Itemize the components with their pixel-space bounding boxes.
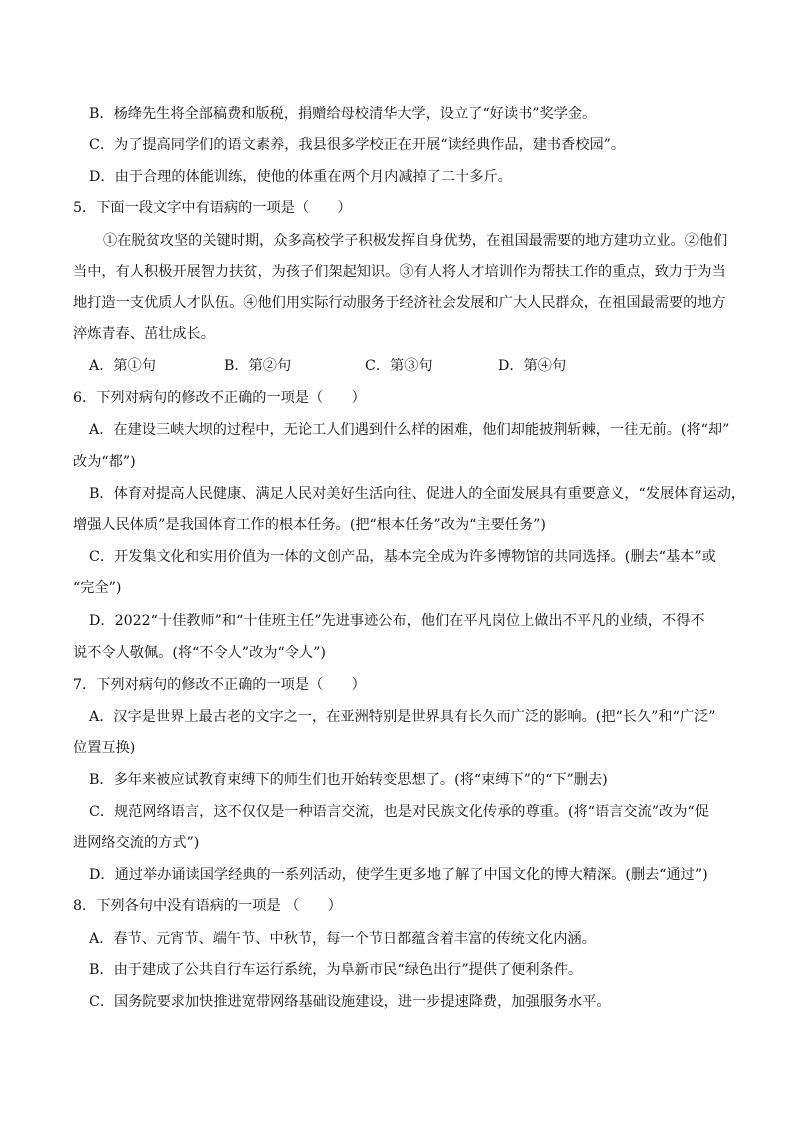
q7-option-b: B．多年来被应试教育束缚下的师生们也开始转变思想了。(将“束缚下”的“下”删去) — [89, 772, 608, 788]
q8-stem: 8．下列各句中没有语病的一项是 （ ） — [73, 898, 342, 914]
q5-choice-d: D．第④句 — [498, 358, 567, 374]
q6-option-a-line-2: 改为“都”) — [73, 454, 136, 470]
q5-passage-line-3: 地打造一支优质人才队伍。④他们用实际行动服务于经济社会发展和广大人民群众，在祖国最需要的地方 — [73, 295, 726, 311]
q6-option-d-line-1: D．2022“十佳教师”和“十佳班主任”先进事迹公布，他们在平凡岗位上做出不平凡的业绩，不得不 — [89, 613, 705, 629]
q4-option-d: D．由于合理的体能训练，使他的体重在两个月内减掉了二十多斤。 — [89, 169, 512, 185]
q4-option-c: C．为了提高同学们的语文素养，我县很多学校正在开展“读经典作品，建书香校园”。 — [89, 137, 626, 153]
q6-option-c-line-1: C．开发集文化和实用价值为一体的文创产品，基本完全成为许多博物馆的共同选择。(删去“基本”或 — [89, 549, 716, 565]
q5-passage-line-2: 当中，有人积极开展智力扶贫，为孩子们架起知识。③有人将人才培训作为帮扶工作的重点，致力于为当 — [73, 264, 726, 280]
q7-option-a-line-1: A．汉字是世界上最古老的文字之一，在亚洲特别是世界具有长久而广泛的影响。(把“长久”和“广泛” — [89, 709, 716, 725]
q6-option-b-line-2: 增强人民体质”是我国体育工作的根本任务。(把“根本任务”改为“主要任务”) — [73, 517, 546, 533]
q6-option-b-line-1: B．体育对提高人民健康、满足人民对美好生活向往、促进人的全面发展具有重要意义，“发展体育运动， — [89, 486, 746, 502]
q7-option-c-line-2: 进网络交流的方式”) — [73, 835, 200, 851]
q6-option-a-line-1: A．在建设三峡大坝的过程中，无论工人们遇到什么样的困难，他们却能披荆斩棘，一往无前。(将“却” — [89, 422, 730, 438]
q8-option-a: A．春节、元宵节、端午节、中秋节，每一个节日都蕴含着丰富的传统文化内涵。 — [89, 931, 596, 947]
q7-option-a-line-2: 位置互换) — [73, 740, 136, 756]
q5-choice-c: C．第③句 — [365, 358, 433, 374]
q6-option-c-line-2: “完全”) — [73, 580, 122, 596]
q8-option-b: B．由于建成了公共自行车运行系统，为阜新市民“绿色出行”提供了便利条件。 — [89, 962, 583, 978]
q7-stem: 7．下列对病句的修改不正确的一项是（ ） — [73, 677, 366, 693]
q7-option-c-line-1: C．规范网络语言，这不仅仅是一种语言交流，也是对民族文化传承的尊重。(将“语言交流”改为“促 — [89, 804, 709, 820]
q5-stem: 5．下面一段文字中有语病的一项是（ ） — [73, 200, 352, 216]
q5-passage-line-4: 淬炼青春、茁壮成长。 — [73, 326, 215, 342]
q7-option-d: D．通过举办诵读国学经典的一系列活动，使学生更多地了解了中国文化的博大精深。(删去“通过”) — [89, 867, 708, 883]
q5-passage-line-1: ①在脱贫攻坚的关键时期，众多高校学子积极发挥自身优势，在祖国最需要的地方建功立业。②他们 — [103, 233, 728, 249]
q5-choice-b: B．第②句 — [224, 358, 292, 374]
q5-choice-a: A．第①句 — [89, 358, 156, 374]
q4-option-b: B．杨绛先生将全部稿费和版税，捐赠给母校清华大学，设立了“好读书”奖学金。 — [89, 106, 597, 122]
q8-option-c: C．国务院要求加快推进宽带网络基础设施建设，进一步提速降费，加强服务水平。 — [89, 994, 611, 1010]
q6-stem: 6．下列对病句的修改不正确的一项是（ ） — [73, 390, 366, 406]
q6-option-d-line-2: 说不令人敬佩。(将“不令人”改为“令人”) — [73, 645, 326, 661]
